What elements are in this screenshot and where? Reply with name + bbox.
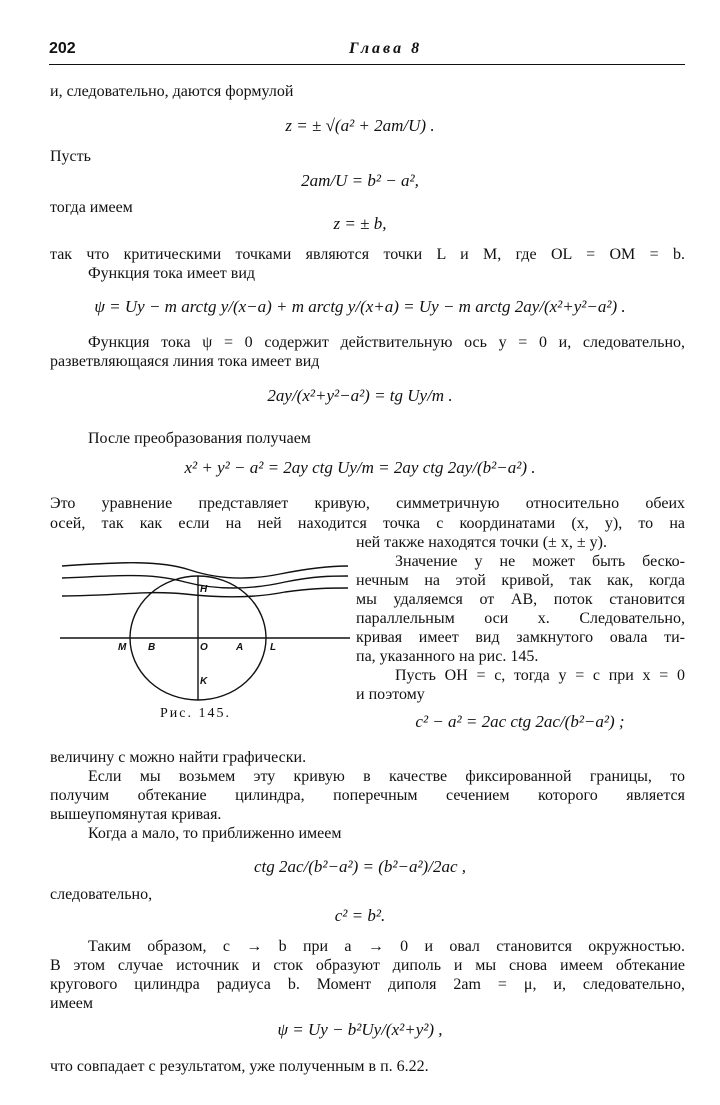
paragraph-line: осей, так как если на ней находится точка с координатами (x, y), то на [50, 515, 685, 532]
equation: z = ± b, [333, 214, 387, 233]
paragraph-line: Функция тока ψ = 0 содержит действительную ось y = 0 и, следовательно, [88, 334, 685, 351]
paragraph-line: Таким образом, c → b при a → 0 и овал становится окружностью. [88, 938, 685, 955]
paragraph-line: разветвляющаяся линия тока имеет вид [50, 353, 320, 370]
page-number: 202 [49, 40, 76, 57]
paragraph-line: величину c можно найти графически. [50, 749, 307, 766]
figure-145 [60, 558, 350, 718]
paragraph-line: тогда имеем [50, 199, 133, 216]
paragraph-line: После преобразования получаем [88, 430, 311, 447]
label-m: M [118, 642, 127, 653]
paragraph-line: имеем [50, 995, 94, 1012]
paragraph-line: вышеупомянутая кривая. [50, 806, 222, 823]
paragraph-line: что совпадает с результатом, уже полученным в п. 6.22. [50, 1058, 429, 1075]
label-k: K [200, 676, 208, 687]
equation: z = ± √(a² + 2am/U) . [285, 116, 435, 135]
chapter-title: Глава 8 [349, 40, 423, 57]
label-b: B [148, 642, 156, 653]
equation: c² − a² = 2ac ctg 2ac/(b²−a²) ; [415, 712, 625, 731]
paragraph-line: параллельным оси x. Следовательно, [356, 610, 685, 627]
paragraph-line: следовательно, [50, 886, 153, 903]
paragraph-line: па, указанного на рис. 145. [356, 648, 539, 665]
paragraph-line: получим обтекание цилиндра, поперечным сечением которого является [50, 787, 685, 804]
paragraph-line: Пусть OH = c, тогда y = c при x = 0 [395, 667, 685, 684]
paragraph-line: и, следовательно, даются формулой [50, 83, 294, 100]
paragraph-line: Если мы возьмем эту кривую в качестве фиксированной границы, то [88, 768, 685, 785]
paragraph-line: ней также находятся точки (± x, ± y). [356, 534, 607, 551]
paragraph-line: Это уравнение представляет кривую, симметричную относительно обеих [50, 495, 685, 512]
paragraph-line: кривая имеет вид замкнутого овала ти- [356, 629, 685, 646]
paragraph-line: нечным на этой кривой, так как, когда [356, 572, 685, 589]
paragraph-line: и поэтому [356, 686, 425, 703]
equation: ψ = Uy − m arctg y/(x−a) + m arctg y/(x+a) = Uy − m arctg 2ay/(x²+y²−a²) . [94, 297, 626, 316]
label-o: O [200, 642, 208, 653]
paragraph-line: Пусть [50, 148, 91, 165]
label-a: A [236, 642, 244, 653]
paragraph-line: Когда a мало, то приближенно имеем [88, 825, 342, 842]
paragraph-line: кругового цилиндра радиуса b. Момент диполя 2am = μ, и, следовательно, [50, 976, 685, 993]
paragraph-line: Функция тока имеет вид [88, 265, 256, 282]
label-l: L [270, 642, 277, 653]
equation: 2ay/(x²+y²−a²) = tg Uy/m . [267, 386, 453, 405]
equation: c² = b². [334, 906, 386, 925]
figure-caption: Рис. 145. [160, 706, 231, 721]
equation: ctg 2ac/(b²−a²) = (b²−a²)/2ac , [253, 857, 466, 876]
page-header [49, 40, 685, 65]
equation: x² + y² − a² = 2ay ctg Uy/m = 2ay ctg 2ay/(b²−a²) . [184, 458, 536, 477]
paragraph-line: мы удаляемся от AB, поток становится [356, 591, 685, 608]
equation: ψ = Uy − b²Uy/(x²+y²) , [277, 1020, 443, 1039]
paragraph-line: так что критическими точками являются точки L и M, где OL = OM = b. [50, 246, 685, 263]
equation: 2am/U = b² − a², [301, 171, 419, 190]
label-h: H [200, 584, 208, 595]
paragraph-line: Значение y не может быть беско- [395, 553, 685, 570]
paragraph-line: В этом случае источник и сток образуют диполь и мы снова имеем обтекание [50, 957, 685, 974]
